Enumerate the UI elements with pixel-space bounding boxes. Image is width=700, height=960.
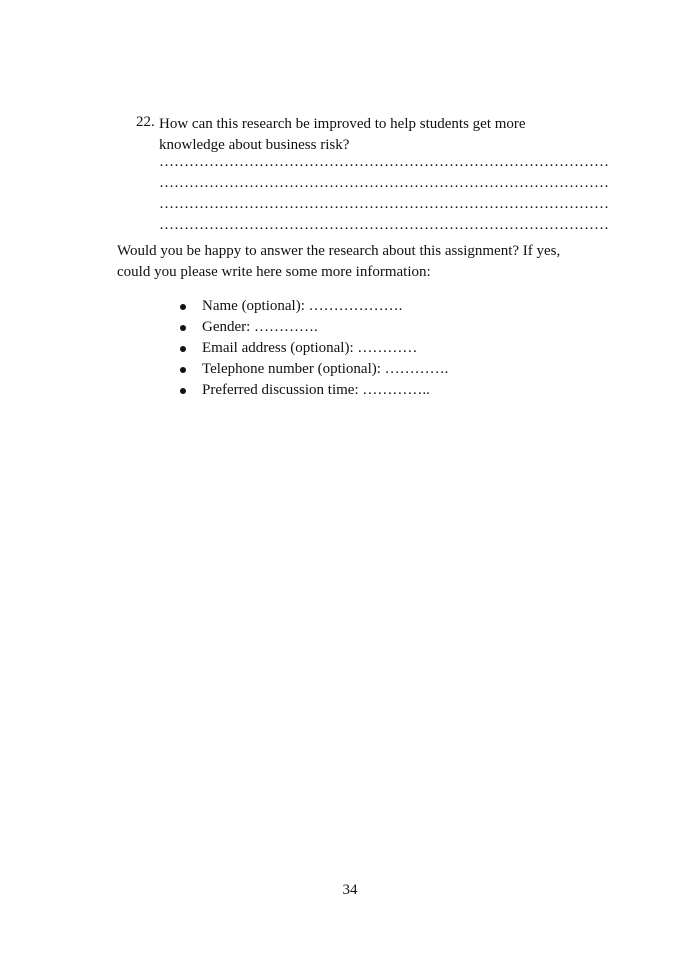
- list-item-text: Preferred discussion time: …………..: [202, 382, 430, 398]
- list-item-discussion-time: [178, 380, 448, 401]
- page-number: 34: [342, 882, 358, 898]
- answer-dotted-lines: [159, 156, 629, 240]
- bullet-icon: [180, 325, 186, 331]
- paragraph-line-1: Would you be happy to answer the research about this assignment? If yes,: [117, 243, 561, 259]
- list-item-text: Gender: ………….: [202, 319, 318, 335]
- contact-info-list: [178, 296, 448, 401]
- question-text-line-2: knowledge about business risk?: [159, 137, 350, 153]
- answer-line: ………………………………………………………………………………: [159, 177, 609, 191]
- list-item-text: Name (optional): ……………….: [202, 298, 403, 314]
- bullet-icon: [180, 304, 186, 310]
- answer-line: ………………………………………………………………………………: [159, 198, 609, 212]
- list-item-telephone: [178, 359, 448, 380]
- list-item-gender: [178, 317, 448, 338]
- list-item-name: [178, 296, 448, 317]
- question-text: [159, 114, 619, 156]
- follow-up-paragraph: [117, 241, 617, 283]
- bullet-icon: [180, 346, 186, 352]
- list-item-text: Telephone number (optional): ………….: [202, 361, 449, 377]
- answer-line: ………………………………………………………………………………: [159, 219, 609, 233]
- question-text-line-1: How can this research be improved to help students get more: [159, 116, 526, 132]
- question-number: 22.: [136, 114, 155, 130]
- list-item-text: Email address (optional): …………: [202, 340, 418, 356]
- list-item-email: [178, 338, 448, 359]
- bullet-icon: [180, 388, 186, 394]
- answer-line: ………………………………………………………………………………: [159, 156, 609, 170]
- bullet-icon: [180, 367, 186, 373]
- paragraph-line-2: could you please write here some more information:: [117, 264, 431, 280]
